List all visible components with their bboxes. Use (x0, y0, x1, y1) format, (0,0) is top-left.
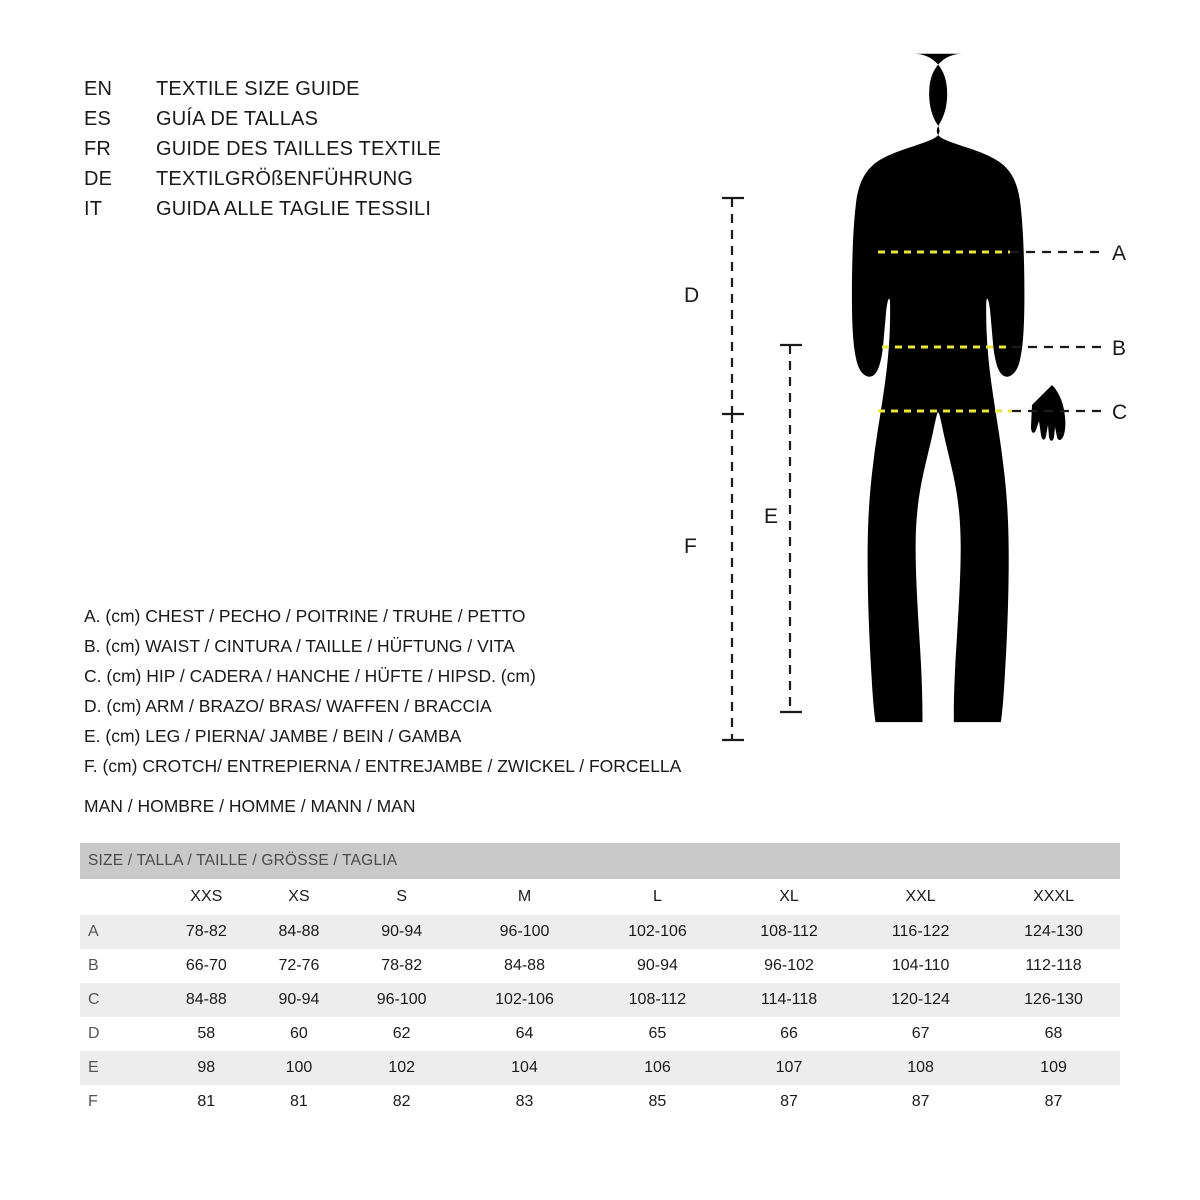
table-cell: 102 (345, 1051, 458, 1085)
table-cell: 98 (160, 1051, 253, 1085)
table-band-label: SIZE / TALLA / TAILLE / GRÖSSE / TAGLIA (80, 843, 1120, 879)
table-row-label: E (80, 1051, 160, 1085)
title-text-fr: GUIDE DES TAILLES TEXTILE (156, 138, 442, 160)
table-cell: 82 (345, 1085, 458, 1119)
title-lang-it: IT (84, 198, 103, 220)
title-text-es: GUÍA DE TALLAS (156, 108, 319, 130)
table-header-blank (80, 879, 160, 915)
table-header-xxl: XXL (905, 888, 936, 905)
table-cell: 83 (458, 1085, 591, 1119)
title-row (84, 108, 684, 138)
title-lang-en: EN (84, 78, 113, 100)
table-header-row (80, 879, 1120, 915)
title-text-de: TEXTILGRÖßENFÜHRUNG (156, 168, 414, 190)
table-header-xl: XL (779, 888, 799, 905)
table-cell: 124-130 (987, 915, 1120, 949)
table-cell: 104 (458, 1051, 591, 1085)
table-cell: 68 (987, 1017, 1120, 1051)
table-header-s: S (396, 888, 407, 905)
table-cell: 65 (591, 1017, 724, 1051)
table-cell: 112-118 (987, 949, 1120, 983)
table-cell: 84-88 (253, 915, 346, 949)
table-cell: 96-102 (724, 949, 854, 983)
legend-item-a: A. (cm) CHEST / PECHO / POITRINE / TRUHE / PETTO (84, 606, 526, 626)
table-cell: 90-94 (591, 949, 724, 983)
table-cell: 85 (591, 1085, 724, 1119)
table-cell: 108-112 (591, 983, 724, 1017)
table-header-xxxl: XXXL (1033, 888, 1074, 905)
arm-length-bracket (722, 198, 744, 414)
callout-label-a: A (1112, 242, 1127, 265)
table-cell: 64 (458, 1017, 591, 1051)
table-row-label: C (80, 983, 160, 1017)
callout-label-d: D (684, 284, 700, 307)
table-cell: 81 (253, 1085, 346, 1119)
title-row (84, 168, 684, 198)
table-cell: 107 (724, 1051, 854, 1085)
legend-item-f: F. (cm) CROTCH/ ENTREPIERNA / ENTREJAMBE / ZWICKEL / FORCELLA (84, 756, 682, 776)
table-cell: 66 (724, 1017, 854, 1051)
title-row (84, 78, 684, 108)
table-cell: 72-76 (253, 949, 346, 983)
title-text-en: TEXTILE SIZE GUIDE (156, 78, 360, 100)
size-table (80, 843, 1120, 1119)
table-row-label: A (80, 915, 160, 949)
table-cell: 78-82 (345, 949, 458, 983)
table-cell: 84-88 (458, 949, 591, 983)
legend-item-b: B. (cm) WAIST / CINTURA / TAILLE / HÜFTUNG / VITA (84, 636, 515, 656)
table-cell: 90-94 (345, 915, 458, 949)
table-row-label: D (80, 1017, 160, 1051)
table-header-xxs: XXS (190, 888, 223, 905)
table-cell: 87 (987, 1085, 1120, 1119)
table-cell: 109 (987, 1051, 1120, 1085)
table-header-m: M (517, 888, 532, 905)
table-cell: 60 (253, 1017, 346, 1051)
crotch-length-bracket (722, 414, 744, 740)
callout-label-b: B (1112, 337, 1127, 360)
table-cell: 58 (160, 1017, 253, 1051)
table-header-l: L (652, 888, 662, 905)
legend-item-e: E. (cm) LEG / PIERNA/ JAMBE / BEIN / GAMBA (84, 726, 462, 746)
table-row-label: F (80, 1085, 160, 1119)
male-silhouette-icon (852, 54, 1065, 722)
table-cell: 81 (160, 1085, 253, 1119)
table-row (80, 983, 1120, 1017)
table-cell: 120-124 (854, 983, 987, 1017)
table-cell: 108-112 (724, 915, 854, 949)
table-header-xs: XS (288, 888, 310, 905)
table-cell: 126-130 (987, 983, 1120, 1017)
table-cell: 67 (854, 1017, 987, 1051)
table-cell: 84-88 (160, 983, 253, 1017)
table-cell: 102-106 (591, 915, 724, 949)
table-cell: 108 (854, 1051, 987, 1085)
table-row (80, 1051, 1120, 1085)
callout-label-e: E (764, 505, 779, 528)
table-cell: 114-118 (724, 983, 854, 1017)
table-cell: 102-106 (458, 983, 591, 1017)
gender-label: MAN / HOMBRE / HOMME / MANN / MAN (84, 796, 416, 816)
callout-label-c: C (1112, 401, 1128, 424)
table-cell: 78-82 (160, 915, 253, 949)
table-cell: 90-94 (253, 983, 346, 1017)
title-text-it: GUIDA ALLE TAGLIE TESSILI (156, 198, 432, 220)
table-cell: 96-100 (458, 915, 591, 949)
table-row (80, 915, 1120, 949)
table-cell: 116-122 (854, 915, 987, 949)
table-band-row (80, 843, 1120, 879)
title-row (84, 198, 684, 228)
table-cell: 100 (253, 1051, 346, 1085)
table-row (80, 1085, 1120, 1119)
legend-item-c: C. (cm) HIP / CADERA / HANCHE / HÜFTE / HIPSD. (cm) (84, 666, 536, 686)
table-cell: 62 (345, 1017, 458, 1051)
table-cell: 96-100 (345, 983, 458, 1017)
title-block (84, 78, 684, 228)
callout-label-f: F (684, 535, 697, 558)
leg-length-bracket (780, 345, 802, 712)
table-row-label: B (80, 949, 160, 983)
legend-item-d: D. (cm) ARM / BRAZO/ BRAS/ WAFFEN / BRACCIA (84, 696, 492, 716)
table-row (80, 949, 1120, 983)
table-row (80, 1017, 1120, 1051)
table-cell: 104-110 (854, 949, 987, 983)
table-cell: 87 (724, 1085, 854, 1119)
table-cell: 66-70 (160, 949, 253, 983)
title-lang-fr: FR (84, 138, 112, 160)
title-lang-de: DE (84, 168, 113, 190)
table-cell: 106 (591, 1051, 724, 1085)
table-cell: 87 (854, 1085, 987, 1119)
body-measurement-diagram (660, 40, 1160, 780)
title-lang-es: ES (84, 108, 112, 130)
title-row (84, 138, 684, 168)
